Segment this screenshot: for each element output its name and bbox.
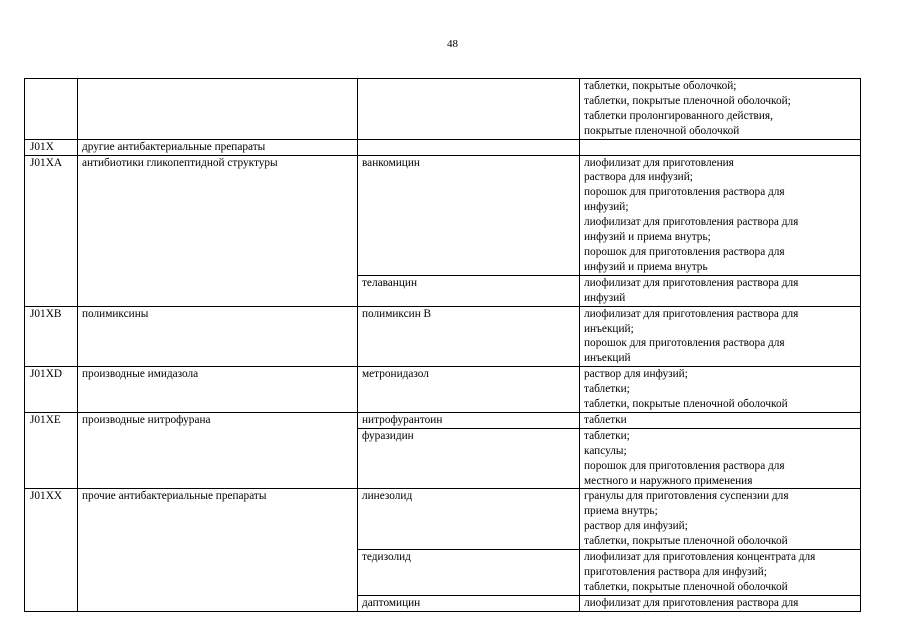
dosage-form-line: порошок для приготовления раствора для bbox=[584, 186, 785, 199]
dosage-form-line: лиофилизат для приготовления раствора для bbox=[584, 307, 799, 320]
table-row bbox=[25, 412, 861, 428]
atc-code-cell bbox=[25, 79, 78, 140]
dosage-form-line: покрытые пленочной оболочкой bbox=[584, 124, 740, 137]
dosage-form-line: таблетки, покрытые пленочной оболочкой bbox=[584, 580, 788, 593]
atc-code-cell: J01XD bbox=[25, 367, 78, 413]
table-row bbox=[25, 139, 861, 155]
dosage-form-line: лиофилизат для приготовления раствора для bbox=[584, 596, 799, 609]
drug-name-cell: фуразидин bbox=[358, 428, 580, 489]
dosage-form-cell bbox=[580, 412, 861, 428]
dosage-form-line: таблетки bbox=[584, 413, 627, 426]
drug-name-cell bbox=[358, 79, 580, 140]
dosage-form-line: порошок для приготовления раствора для bbox=[584, 459, 785, 472]
dosage-form-line: лиофилизат для приготовления bbox=[584, 156, 734, 169]
table-row bbox=[25, 79, 861, 140]
dosage-form-cell bbox=[580, 139, 861, 155]
dosage-form-line: таблетки, покрытые пленочной оболочкой; bbox=[584, 94, 791, 107]
drug-name-cell: даптомицин bbox=[358, 595, 580, 611]
drug-name-cell: линезолид bbox=[358, 489, 580, 550]
dosage-form-line: инъекций; bbox=[584, 322, 634, 335]
dosage-form-line: инфузий bbox=[584, 291, 626, 304]
dosage-form-line: порошок для приготовления раствора для bbox=[584, 337, 785, 350]
dosage-form-line: лиофилизат для приготовления раствора для bbox=[584, 276, 799, 289]
dosage-form-cell bbox=[580, 275, 861, 306]
dosage-form-line: порошок для приготовления раствора для bbox=[584, 245, 785, 258]
dosage-form-line: гранулы для приготовления суспензии для bbox=[584, 490, 789, 503]
drug-table bbox=[24, 78, 861, 612]
drug-name-cell: ванкомицин bbox=[358, 155, 580, 275]
dosage-form-line: таблетки пролонгированного действия, bbox=[584, 109, 773, 122]
table-row bbox=[25, 306, 861, 367]
drug-name-cell: метронидазол bbox=[358, 367, 580, 413]
dosage-form-line: инфузий и приема внутрь; bbox=[584, 231, 711, 244]
dosage-form-line: лиофилизат для приготовления раствора для bbox=[584, 216, 799, 229]
dosage-form-cell bbox=[580, 428, 861, 489]
group-cell: производные имидазола bbox=[78, 367, 358, 413]
group-cell: полимиксины bbox=[78, 306, 358, 367]
dosage-form-cell bbox=[580, 306, 861, 367]
drug-name-cell: тедизолид bbox=[358, 550, 580, 596]
group-cell bbox=[78, 79, 358, 140]
atc-code-cell: J01XX bbox=[25, 489, 78, 611]
dosage-form-cell bbox=[580, 489, 861, 550]
drug-name-cell bbox=[358, 139, 580, 155]
table-row bbox=[25, 367, 861, 413]
dosage-form-line: лиофилизат для приготовления концентрата для bbox=[584, 551, 816, 564]
group-cell: прочие антибактериальные препараты bbox=[78, 489, 358, 611]
dosage-form-cell bbox=[580, 550, 861, 596]
atc-code-cell: J01XB bbox=[25, 306, 78, 367]
group-cell: производные нитрофурана bbox=[78, 412, 358, 489]
dosage-form-line: таблетки, покрытые пленочной оболочкой bbox=[584, 535, 788, 548]
dosage-form-line: инъекций bbox=[584, 352, 631, 365]
dosage-form-cell bbox=[580, 155, 861, 275]
dosage-form-line: таблетки, покрытые оболочкой; bbox=[584, 80, 737, 92]
dosage-form-line: таблетки, покрытые пленочной оболочкой bbox=[584, 398, 788, 411]
dosage-form-line: приготовления раствора для инфузий; bbox=[584, 566, 767, 578]
group-cell: другие антибактериальные препараты bbox=[78, 139, 358, 155]
dosage-form-line: местного и наружного применения bbox=[584, 474, 753, 487]
dosage-form-line: раствор для инфузий; bbox=[584, 520, 688, 533]
dosage-form-cell bbox=[580, 367, 861, 413]
table-row bbox=[25, 489, 861, 550]
atc-code-cell: J01XE bbox=[25, 412, 78, 489]
page-number: 48 bbox=[447, 38, 458, 50]
dosage-form-cell bbox=[580, 79, 861, 140]
dosage-form-line: раствора для инфузий; bbox=[584, 171, 693, 184]
drug-name-cell: телаванцин bbox=[358, 275, 580, 306]
atc-code-cell: J01X bbox=[25, 139, 78, 155]
dosage-form-line: таблетки; bbox=[584, 429, 630, 442]
dosage-form-line: приема внутрь; bbox=[584, 505, 658, 518]
dosage-form-line: инфузий; bbox=[584, 201, 629, 214]
drug-name-cell: полимиксин В bbox=[358, 306, 580, 367]
dosage-form-cell bbox=[580, 595, 861, 611]
drug-name-cell: нитрофурантоин bbox=[358, 412, 580, 428]
group-cell: антибиотики гликопептидной структуры bbox=[78, 155, 358, 306]
dosage-form-line: капсулы; bbox=[584, 444, 627, 457]
dosage-form-line: раствор для инфузий; bbox=[584, 368, 688, 381]
atc-code-cell: J01XA bbox=[25, 155, 78, 306]
dosage-form-line: инфузий и приема внутрь bbox=[584, 260, 708, 273]
dosage-form-line: таблетки; bbox=[584, 383, 630, 396]
table-row bbox=[25, 155, 861, 275]
